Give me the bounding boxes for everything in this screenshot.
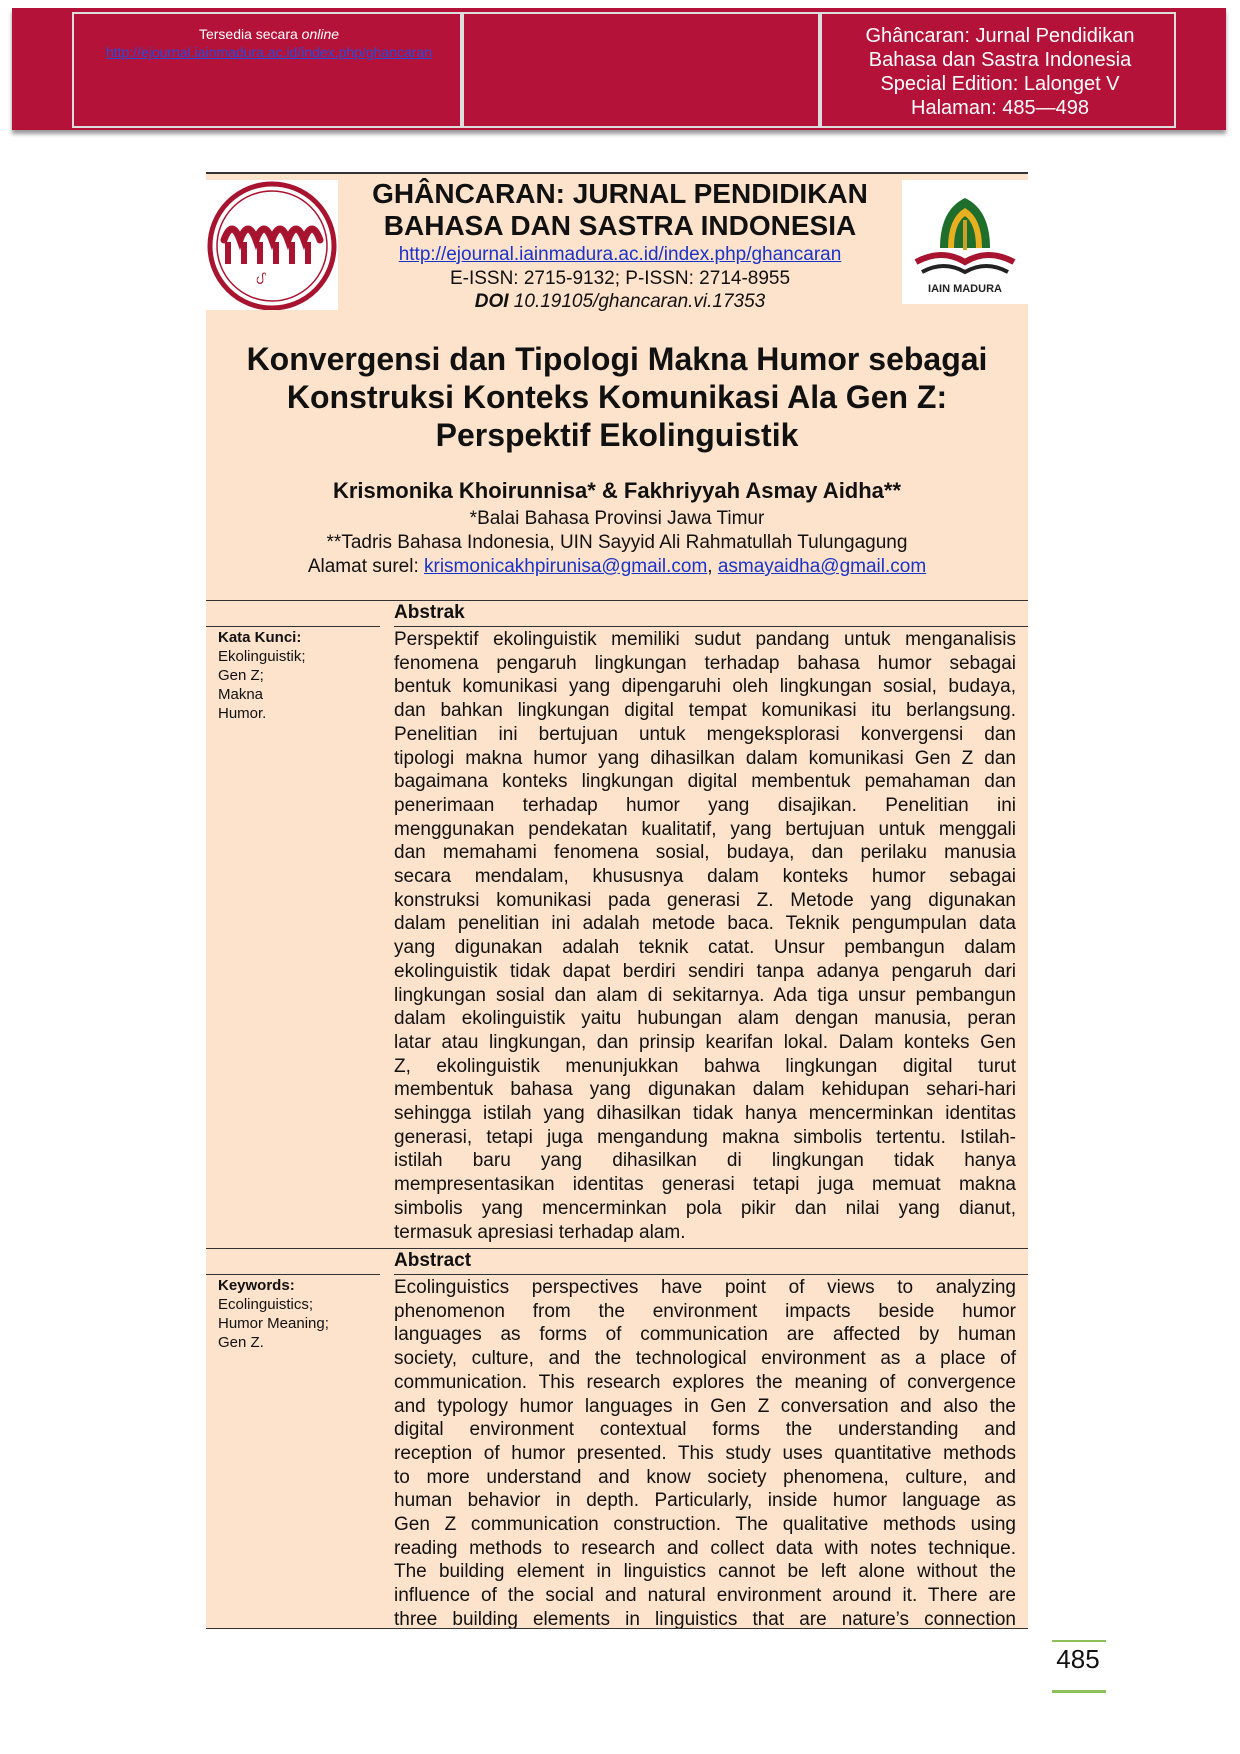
text-line: to more understand and know society phenomena, culture, and	[394, 1466, 1016, 1488]
mosque-dome-icon	[902, 180, 1028, 304]
journal-seal-icon	[206, 180, 338, 310]
text-line: konstruksi komunikasi pada generasi Z. Metode yang digunakan	[394, 889, 1016, 911]
divider	[394, 626, 1028, 627]
header-journal-line: Bahasa dan Sastra Indonesia	[868, 49, 1132, 71]
page-number-rule	[1052, 1640, 1106, 1642]
text-line: three building elements in linguistics that are nature’s connection	[394, 1608, 1016, 1630]
text-line: bagaimana konteks lingkungan digital membentuk pemahaman dan	[394, 771, 1016, 793]
svg-text:IAIN MADURA: IAIN MADURA	[928, 283, 1002, 295]
text-line: generasi, tetapi juga mengandung makna simbolis tertentu. Istilah-	[394, 1126, 1016, 1148]
kata-kunci-block	[218, 628, 378, 723]
text-line: languages as forms of communication are affected by human	[394, 1324, 1016, 1346]
text-line: dalam ekolinguistik yaitu hubungan alam dengan manusia, peran	[394, 1008, 1016, 1030]
text-line: dan bahkan lingkungan digital tempat komunikasi itu berlangsung.	[394, 700, 1016, 722]
journal-url-link[interactable]: http://ejournal.iainmadura.ac.id/index.php/ghancaran	[398, 244, 842, 265]
text-line: digital environment contextual forms the understanding and	[394, 1419, 1016, 1441]
journal-url-row	[338, 244, 902, 266]
header-online-box	[72, 12, 462, 128]
text-line: dan memahami fenomena sosial, budaya, dan perilaku manusia	[394, 842, 1016, 864]
journal-name-line1: GHÂNCARAN: JURNAL PENDIDIKAN	[372, 178, 868, 209]
email-link-2[interactable]: asmayaidha@gmail.com	[717, 556, 927, 577]
header-journal-line: Ghâncaran: Jurnal Pendidikan	[865, 25, 1135, 47]
text-line: Gen Z communication construction. The qualitative methods using	[394, 1514, 1016, 1536]
keyword-item: Humor Meaning;	[218, 1315, 329, 1332]
text-line: Perspektif ekolinguistik memiliki sudut pandang untuk menganalisis	[394, 629, 1016, 650]
email-label: Alamat surel:	[307, 556, 424, 577]
page-number: 485	[1056, 1644, 1100, 1674]
divider	[206, 626, 380, 627]
keywords-label: Keywords:	[218, 1277, 295, 1294]
email-link-1[interactable]: krismonicakhpirunisa@gmail.com	[424, 556, 708, 577]
keyword-item: Gen Z;	[218, 667, 264, 684]
divider	[206, 1248, 1028, 1249]
journal-issn: E-ISSN: 2715-9132; P-ISSN: 2714-8955	[449, 268, 791, 289]
keyword-item: Ecolinguistics;	[218, 1296, 314, 1313]
text-line: society, culture, and the technological environment as a place of	[394, 1348, 1016, 1370]
affiliation-2: **Tadris Bahasa Indonesia, UIN Sayyid Ali Rahmatullah Tulungagung	[326, 532, 908, 553]
divider	[206, 600, 1028, 601]
journal-name-line2: BAHASA DAN SASTRA INDONESIA	[383, 210, 857, 241]
title-line: Perspektif Ekolinguistik	[435, 417, 799, 453]
abstract-text	[394, 1276, 1016, 1632]
email-line: Alamat surel: krismonicakhpirunisa@gmail.com, asmayaidha@gmail.com	[307, 556, 927, 577]
text-line: dalam penelitian ini adalah metode baca. Teknik pengumpulan data	[394, 913, 1016, 935]
text-line: Z, ekolinguistik menunjukkan bahwa lingkungan digital turut	[394, 1055, 1016, 1077]
header-pages-line: Halaman: 485—498	[911, 97, 1089, 119]
header-journal-box	[820, 12, 1176, 128]
text-line: penerimaan terhadap humor yang disajikan. Penelitian ini	[394, 794, 1016, 816]
text-line: membentuk bahasa yang digunakan dalam kehidupan sehari-hari	[394, 1079, 1016, 1101]
title-line: Konvergensi dan Tipologi Makna Humor sebagai	[246, 341, 988, 377]
header-journal-info	[822, 24, 1178, 120]
text-line: reception of humor presented. This study uses quantitative methods	[394, 1442, 1016, 1464]
article-title	[206, 340, 1028, 454]
text-line: influence of the social and natural environment around it. There are	[394, 1585, 1016, 1607]
text-line: human behavior in depth. Particularly, inside humor language as	[394, 1490, 1016, 1512]
abstract-heading: Abstract	[394, 1250, 472, 1271]
article-authors: Krismonika Khoirunnisa* & Fakhriyyah Asmay Aidha**	[332, 478, 902, 503]
journal-doi: DOI 10.19105/ghancaran.vi.17353	[474, 291, 766, 312]
journal-identity-block	[206, 172, 1028, 314]
journal-name	[338, 178, 902, 242]
text-line: bentuk komunikasi yang dipengaruhi oleh lingkungan sosial, budaya,	[394, 676, 1016, 698]
divider	[394, 1274, 1028, 1275]
text-line: tipologi makna humor yang dihasilkan dalam komunikasi Gen Z dan	[394, 747, 1016, 769]
text-line: fenomena pengaruh lingkungan terhadap bahasa humor sebagai	[394, 652, 1016, 674]
text-line: communication. This research explores the meaning of convergence	[394, 1371, 1016, 1393]
text-line: reading methods to research and collect data with notes technique.	[394, 1537, 1016, 1559]
text-line: Penelitian ini bertujuan untuk mengeksplorasi konvergensi dan	[394, 723, 1016, 745]
text-line: simbolis yang mencerminkan pola pikir dan nilai yang dianut,	[394, 1197, 1016, 1219]
svg-text:ᦔ: ᦔ	[256, 269, 265, 288]
text-line: secara mendalam, khususnya dalam konteks humor sebagai	[394, 866, 1016, 888]
abstrak-heading: Abstrak	[394, 602, 465, 623]
header-edition-line: Special Edition: Lalonget V	[880, 73, 1120, 95]
text-line: yang digunakan adalah teknik catat. Unsur pembangun dalam	[394, 937, 1016, 959]
text-line: Ecolinguistics perspectives have point of views to analyzing	[394, 1277, 1016, 1298]
divider	[206, 1274, 380, 1275]
text-line: termasuk apresiasi terhadap alam.	[394, 1221, 686, 1243]
abstrak-text	[394, 628, 1016, 1244]
text-line: sehingga istilah yang dihasilkan tidak hanya mencerminkan identitas	[394, 1103, 1016, 1125]
institution-logo	[902, 180, 1028, 304]
text-line: menggunakan pendekatan kualitatif, yang bertujuan untuk menggali	[394, 818, 1016, 840]
text-line: and typology humor languages in Gen Z conversation and also the	[394, 1395, 1016, 1417]
text-line: ekolinguistik tidak dapat berdiri sendiri tanpa adanya pengaruh dari	[394, 960, 1016, 982]
affiliation-1: *Balai Bahasa Provinsi Jawa Timur	[469, 508, 765, 529]
keyword-item: Ekolinguistik;	[218, 648, 306, 665]
text-line: lingkungan sosial dan alam di sekitarnya. Ada tiga unsur pembangun	[394, 984, 1016, 1006]
journal-logo	[206, 180, 338, 310]
keywords-block	[218, 1276, 378, 1352]
online-url-link[interactable]: http://ejournal.iainmadura.ac.id/index.php/ghancaran	[105, 44, 433, 60]
text-line: phenomenon from the environment impacts beside humor	[394, 1300, 1016, 1322]
keyword-item: Humor.	[218, 705, 267, 722]
header-band	[12, 8, 1226, 130]
kata-kunci-label: Kata Kunci:	[218, 629, 302, 646]
text-line: latar atau lingkungan, dan prinsip kearifan lokal. Dalam konteks Gen	[394, 1031, 1016, 1053]
divider	[206, 1628, 1028, 1629]
keyword-item: Makna	[218, 686, 264, 703]
text-line: mempresentasikan identitas generasi tetapi juga memuat makna	[394, 1174, 1016, 1196]
online-availability-text: Tersedia secara online	[198, 26, 340, 42]
page-number-rule	[1052, 1690, 1106, 1693]
title-line: Konstruksi Konteks Komunikasi Ala Gen Z:	[286, 379, 948, 415]
text-line: istilah baru yang dihasilkan di lingkungan tidak hanya	[394, 1150, 1016, 1172]
text-line: The building element in linguistics cannot be left alone without the	[394, 1561, 1016, 1583]
header-middle-box	[462, 12, 820, 128]
keyword-item: Gen Z.	[218, 1334, 264, 1351]
